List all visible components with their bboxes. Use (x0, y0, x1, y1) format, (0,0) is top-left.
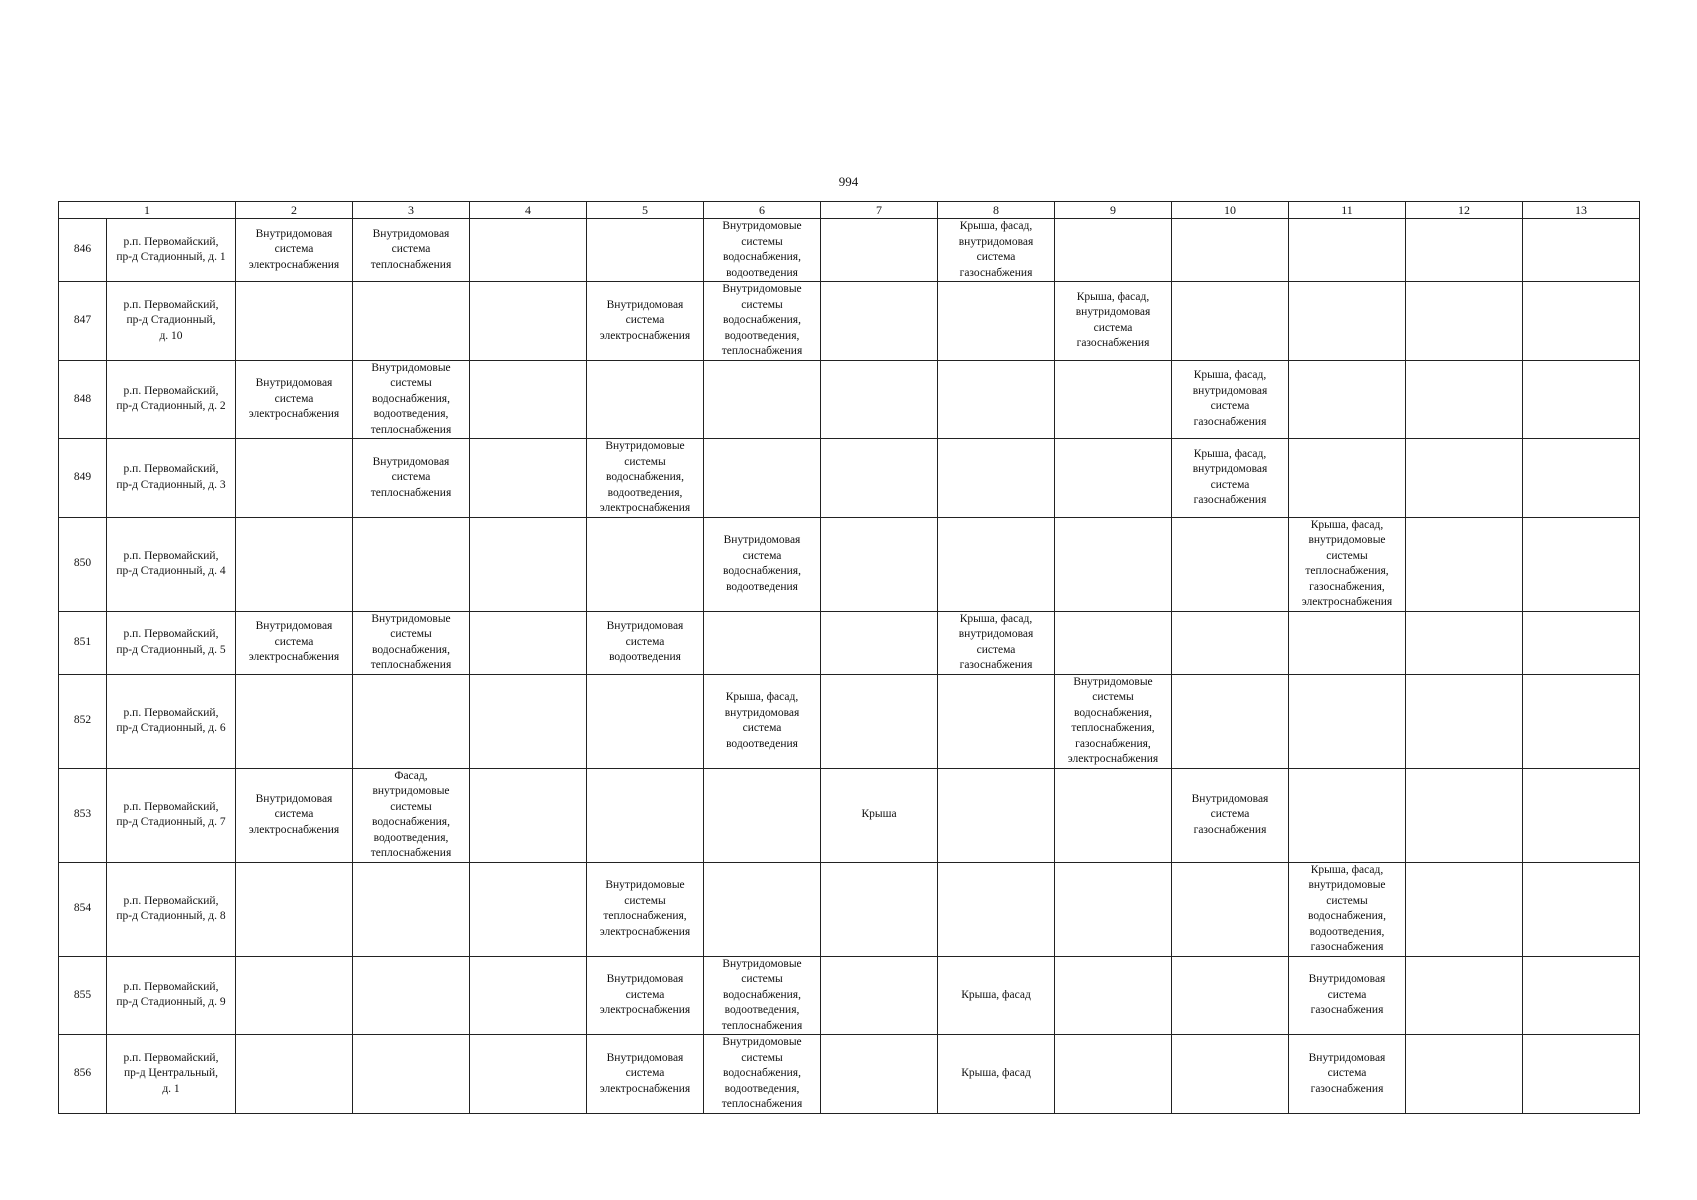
table-cell (1172, 862, 1289, 956)
table-cell: Внутридомовые системы водоснабжения, водоотведения, теплоснабжения (704, 282, 821, 361)
table-row (59, 219, 1640, 282)
table-cell (470, 674, 587, 768)
table-cell (1172, 282, 1289, 361)
table-cell (1172, 611, 1289, 674)
table-cell (470, 611, 587, 674)
table-cell (353, 282, 470, 361)
table-cell (938, 517, 1055, 611)
table-cell (1406, 611, 1523, 674)
row-number: 849 (59, 439, 107, 518)
table-cell (1406, 439, 1523, 518)
column-header: 5 (587, 202, 704, 219)
table-cell (1289, 282, 1406, 361)
table-cell (470, 862, 587, 956)
table-cell (1523, 674, 1640, 768)
table-cell (1406, 282, 1523, 361)
table-cell: Крыша, фасад, внутридомовая система газоснабжения (1055, 282, 1172, 361)
table-cell (704, 360, 821, 439)
table-row (59, 360, 1640, 439)
table-cell (470, 956, 587, 1035)
row-address: р.п. Первомайский, пр-д Центральный, д. 1 (107, 1035, 236, 1114)
table-cell (1523, 862, 1640, 956)
table-cell: Внутридомовые системы водоснабжения, водоотведения, теплоснабжения (353, 360, 470, 439)
table-cell (1055, 219, 1172, 282)
table-cell (236, 674, 353, 768)
table-row (59, 439, 1640, 518)
table-cell (1406, 956, 1523, 1035)
table-cell: Внутридомовая система газоснабжения (1289, 956, 1406, 1035)
table-row (59, 517, 1640, 611)
column-header: 6 (704, 202, 821, 219)
table-cell: Внутридомовая система электроснабжения (587, 956, 704, 1035)
table-cell (938, 439, 1055, 518)
table-cell: Крыша, фасад, внутридомовая система водоотведения (704, 674, 821, 768)
table-cell: Крыша, фасад (938, 956, 1055, 1035)
table-cell (821, 1035, 938, 1114)
table-cell: Крыша, фасад, внутридомовая система газоснабжения (938, 611, 1055, 674)
table-cell: Фасад, внутридомовые системы водоснабжения, водоотведения, теплоснабжения (353, 768, 470, 862)
table-cell (353, 517, 470, 611)
table-cell (1289, 360, 1406, 439)
table-row (59, 956, 1640, 1035)
table-cell (1055, 956, 1172, 1035)
table-cell (1055, 768, 1172, 862)
table-cell (1406, 768, 1523, 862)
table-header-row (59, 202, 1640, 219)
row-address: р.п. Первомайский, пр-д Стадионный, д. 5 (107, 611, 236, 674)
column-header: 7 (821, 202, 938, 219)
table-cell: Внутридомовая система электроснабжения (236, 611, 353, 674)
table-cell (1289, 611, 1406, 674)
row-address: р.п. Первомайский, пр-д Стадионный, д. 2 (107, 360, 236, 439)
table-cell (1523, 282, 1640, 361)
table-row (59, 674, 1640, 768)
row-number: 848 (59, 360, 107, 439)
schedule-table (58, 201, 1640, 1114)
table-cell (821, 360, 938, 439)
table-cell (1523, 768, 1640, 862)
table-row (59, 768, 1640, 862)
table-cell (470, 219, 587, 282)
table-cell (1172, 674, 1289, 768)
table-cell (470, 517, 587, 611)
table-cell (1523, 517, 1640, 611)
row-address: р.п. Первомайский, пр-д Стадионный, д. 1 (107, 219, 236, 282)
table-cell (704, 439, 821, 518)
table-cell (587, 219, 704, 282)
table-cell (1172, 219, 1289, 282)
table-cell (1523, 956, 1640, 1035)
column-header: 12 (1406, 202, 1523, 219)
table-cell (821, 517, 938, 611)
row-number: 846 (59, 219, 107, 282)
table-cell (1289, 219, 1406, 282)
table-cell: Крыша, фасад, внутридомовые системы теплоснабжения, газоснабжения, электроснабжения (1289, 517, 1406, 611)
table-cell (1406, 360, 1523, 439)
table-cell: Внутридомовые системы водоснабжения, водоотведения, теплоснабжения (704, 956, 821, 1035)
table-cell (1055, 360, 1172, 439)
table-cell (353, 1035, 470, 1114)
table-cell (704, 768, 821, 862)
row-number: 854 (59, 862, 107, 956)
table-cell (470, 768, 587, 862)
table-cell (1406, 219, 1523, 282)
table-cell (821, 862, 938, 956)
table-cell (938, 360, 1055, 439)
table-cell (938, 282, 1055, 361)
column-header: 11 (1289, 202, 1406, 219)
table-cell: Внутридомовая система электроснабжения (587, 1035, 704, 1114)
table-cell: Крыша, фасад, внутридомовые системы водоснабжения, водоотведения, газоснабжения (1289, 862, 1406, 956)
table-cell (938, 674, 1055, 768)
table-cell: Внутридомовая система электроснабжения (587, 282, 704, 361)
table-cell: Внутридомовая система водоотведения (587, 611, 704, 674)
table-cell (938, 768, 1055, 862)
column-header: 9 (1055, 202, 1172, 219)
table-cell (1523, 1035, 1640, 1114)
table-row (59, 282, 1640, 361)
table-cell (353, 674, 470, 768)
table-cell (587, 360, 704, 439)
table-cell: Внутридомовая система электроснабжения (236, 360, 353, 439)
column-header: 1 (59, 202, 236, 219)
row-number: 851 (59, 611, 107, 674)
table-cell (587, 674, 704, 768)
table-cell (1172, 1035, 1289, 1114)
table-cell: Внутридомовые системы водоснабжения, водоотведения, теплоснабжения (704, 1035, 821, 1114)
table-cell (587, 517, 704, 611)
table-cell (704, 611, 821, 674)
table-cell (1172, 956, 1289, 1035)
table-cell (236, 1035, 353, 1114)
table-cell: Внутридомовые системы водоснабжения, теплоснабжения, газоснабжения, электроснабжения (1055, 674, 1172, 768)
column-header: 8 (938, 202, 1055, 219)
table-cell (1406, 517, 1523, 611)
table-cell (1406, 1035, 1523, 1114)
row-number: 852 (59, 674, 107, 768)
table-cell (1055, 439, 1172, 518)
table-cell (1523, 611, 1640, 674)
column-header: 4 (470, 202, 587, 219)
table-cell: Внутридомовая система газоснабжения (1172, 768, 1289, 862)
table-cell (821, 956, 938, 1035)
table-cell: Крыша, фасад, внутридомовая система газоснабжения (938, 219, 1055, 282)
row-number: 847 (59, 282, 107, 361)
row-number: 855 (59, 956, 107, 1035)
table-cell (1523, 360, 1640, 439)
table-cell (353, 956, 470, 1035)
table-row (59, 611, 1640, 674)
table-cell: Внутридомовые системы водоснабжения, водоотведения, электроснабжения (587, 439, 704, 518)
table-cell (587, 768, 704, 862)
row-address: р.п. Первомайский, пр-д Стадионный, д. 7 (107, 768, 236, 862)
table-cell (1055, 611, 1172, 674)
table-cell: Крыша, фасад (938, 1035, 1055, 1114)
table-cell: Крыша (821, 768, 938, 862)
table-cell (1289, 674, 1406, 768)
table-cell: Внутридомовая система теплоснабжения (353, 439, 470, 518)
table-row (59, 862, 1640, 956)
table-cell: Крыша, фасад, внутридомовая система газоснабжения (1172, 439, 1289, 518)
table-cell (1289, 439, 1406, 518)
table-cell: Внутридомовые системы водоснабжения, водоотведения (704, 219, 821, 282)
row-address: р.п. Первомайский, пр-д Стадионный, д. 4 (107, 517, 236, 611)
table-row (59, 1035, 1640, 1114)
row-address: р.п. Первомайский, пр-д Стадионный, д. 8 (107, 862, 236, 956)
table-cell (821, 611, 938, 674)
table-cell (1523, 439, 1640, 518)
table-cell: Крыша, фасад, внутридомовая система газоснабжения (1172, 360, 1289, 439)
table-cell (236, 862, 353, 956)
row-address: р.п. Первомайский, пр-д Стадионный, д. 3 (107, 439, 236, 518)
table-cell: Внутридомовая система электроснабжения (236, 768, 353, 862)
table-cell (821, 439, 938, 518)
row-address: р.п. Первомайский, пр-д Стадионный, д. 9 (107, 956, 236, 1035)
table-cell (1289, 768, 1406, 862)
table-cell (236, 282, 353, 361)
table-cell (1406, 674, 1523, 768)
table-cell: Внутридомовая система теплоснабжения (353, 219, 470, 282)
row-address: р.п. Первомайский, пр-д Стадионный, д. 6 (107, 674, 236, 768)
page-number: 994 (838, 174, 859, 189)
table-cell: Внутридомовая система электроснабжения (236, 219, 353, 282)
row-address: р.п. Первомайский, пр-д Стадионный, д. 10 (107, 282, 236, 361)
table-cell: Внутридомовая система газоснабжения (1289, 1035, 1406, 1114)
table-cell (938, 862, 1055, 956)
table-cell (236, 439, 353, 518)
table-cell: Внутридомовые системы водоснабжения, теплоснабжения (353, 611, 470, 674)
row-number: 856 (59, 1035, 107, 1114)
column-header: 2 (236, 202, 353, 219)
column-header: 10 (1172, 202, 1289, 219)
table-cell (470, 1035, 587, 1114)
table-cell (236, 956, 353, 1035)
table-cell (821, 282, 938, 361)
table-cell (821, 674, 938, 768)
table-cell: Внутридомовые системы теплоснабжения, электроснабжения (587, 862, 704, 956)
row-number: 853 (59, 768, 107, 862)
table-cell (1055, 862, 1172, 956)
table-cell (1406, 862, 1523, 956)
table-cell (470, 282, 587, 361)
column-header: 13 (1523, 202, 1640, 219)
table-cell: Внутридомовая система водоснабжения, водоотведения (704, 517, 821, 611)
row-number: 850 (59, 517, 107, 611)
table-cell (353, 862, 470, 956)
table-cell (236, 517, 353, 611)
table-cell (1055, 1035, 1172, 1114)
table-cell (1172, 517, 1289, 611)
column-header: 3 (353, 202, 470, 219)
table-cell (704, 862, 821, 956)
table-cell (470, 360, 587, 439)
table-cell (1055, 517, 1172, 611)
table-cell (821, 219, 938, 282)
table-cell (1523, 219, 1640, 282)
table-cell (470, 439, 587, 518)
